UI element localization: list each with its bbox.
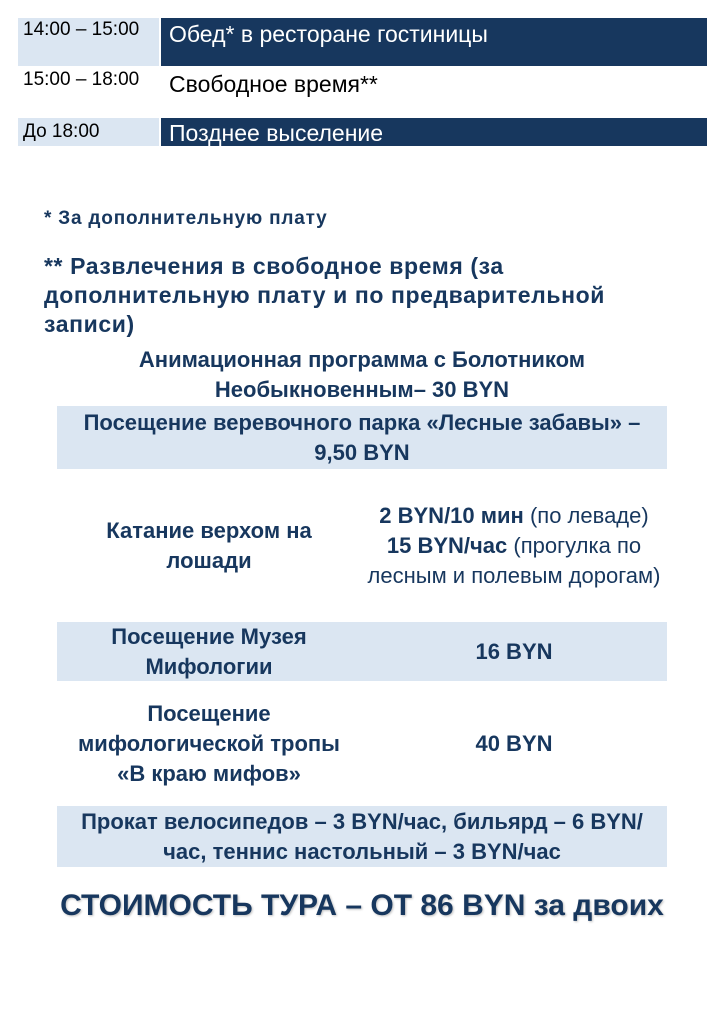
extras-row-animation: [57, 344, 667, 406]
schedule-row: [18, 18, 707, 66]
schedule-event: Обед* в ресторане гостиницы: [161, 18, 707, 66]
schedule-event: Свободное время**: [169, 71, 378, 97]
horse-price-2-note: (прогулка по лесным и полевым дорогам): [367, 532, 661, 588]
extras-row-horse: [57, 470, 667, 622]
extras-row-museum: [57, 622, 667, 682]
extras-row-rentals: [57, 806, 667, 868]
tour-price: СТОИМОСТЬ ТУРА – ОТ 86 BYN за двоих: [60, 889, 664, 922]
museum-label: Посещение Музея Мифологии: [111, 623, 307, 679]
extras-row-rope-park: [57, 406, 667, 470]
horse-price-1: 2 BYN/10 мин: [379, 502, 524, 528]
horse-label: Катание верхом на лошади: [106, 517, 312, 573]
animation-text: Анимационная программа с Болотником Необыкновенным– 30 BYN: [138, 346, 586, 402]
rentals-text: Прокат велосипедов – 3 BYN/час, бильярд – 6 BYN/час, теннис настольный – 3 BYN/час: [81, 808, 643, 864]
schedule-time: До 18:00: [18, 118, 159, 146]
extra-fee-note: * За дополнительную плату: [44, 208, 328, 229]
extras-row-trail: [57, 682, 667, 806]
horse-prices: [361, 501, 667, 591]
schedule-time: 14:00 – 15:00: [18, 18, 159, 66]
rope-park-text: Посещение веревочного парка «Лесные забавы» – 9,50 BYN: [83, 409, 641, 465]
schedule-time: 15:00 – 18:00: [23, 69, 140, 90]
schedule-row: [18, 68, 707, 116]
trail-price: 40 BYN: [475, 730, 553, 756]
horse-price-2: 15 BYN/час: [386, 532, 508, 558]
trail-label: Посещение мифологической тропы «В краю мифов»: [78, 700, 340, 786]
schedule-row: [18, 118, 707, 146]
schedule-event: Позднее выселение: [161, 118, 707, 146]
extras-table: [57, 344, 667, 868]
schedule-table: [18, 18, 707, 148]
leisure-heading: ** Развлечения в свободное время (за дополнительную плату и по предварительной записи): [44, 253, 605, 337]
museum-price: 16 BYN: [475, 638, 553, 664]
horse-price-1-note: (по леваде): [523, 502, 649, 528]
